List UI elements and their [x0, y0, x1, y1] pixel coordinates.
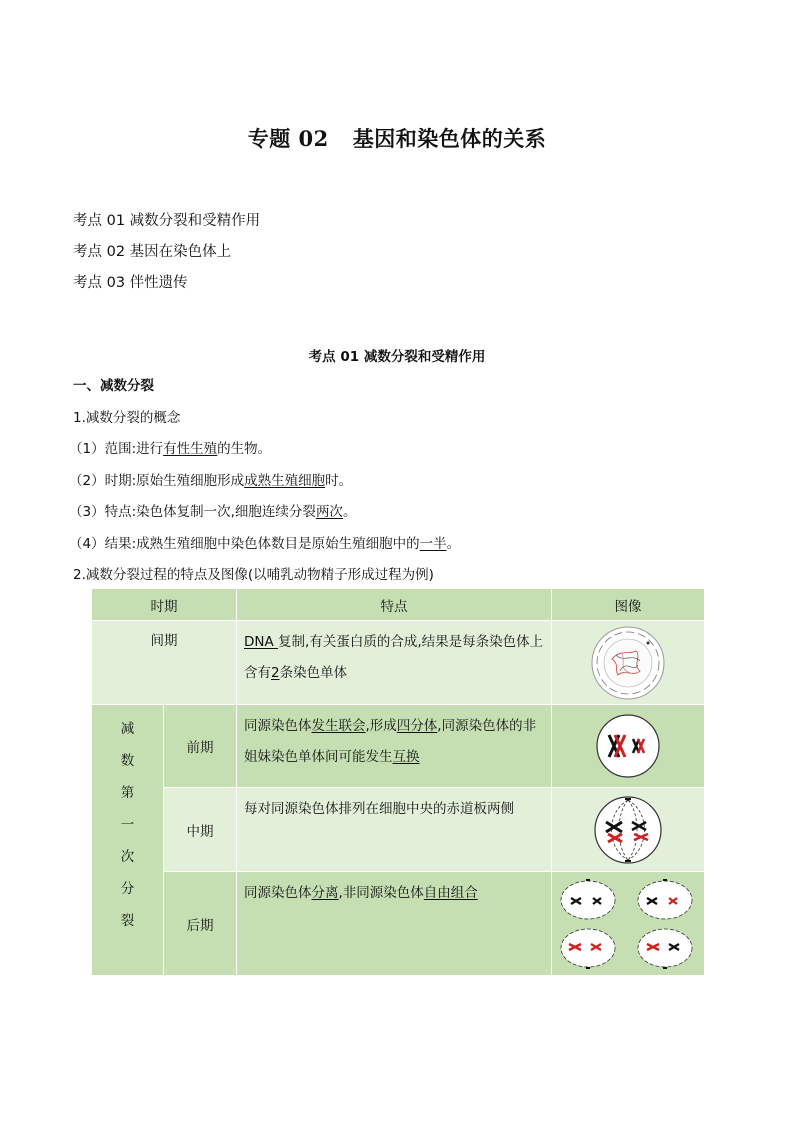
stage-metaphase: 中期 [164, 788, 237, 872]
feature-metaphase: 每对同源染色体排列在细胞中央的赤道板两侧 [237, 788, 552, 872]
stage-prophase: 前期 [164, 705, 237, 788]
feature-interphase: DNA 复制,有关蛋白质的合成,结果是每条染色体上含有2条染色单体 [237, 621, 552, 705]
prophase-cell-icon [595, 713, 661, 779]
image-interphase [552, 621, 705, 705]
header-period: 时期 [92, 589, 237, 621]
concept-title: 1.减数分裂的概念 [73, 409, 181, 426]
heading-meiosis: 一、减数分裂 [73, 378, 154, 394]
page-title: 专题 02 基因和染色体的关系 [247, 126, 547, 151]
process-title: 2.减数分裂过程的特点及图像(以哺乳动物精子形成过程为例) [73, 567, 434, 583]
toc-item[interactable]: 考点 01 减数分裂和受精作用 [73, 213, 261, 229]
concept-line-scope: （1）范围:进行有性生殖的生物。 [69, 441, 272, 457]
concept-line-feature: （3）特点:染色体复制一次,细胞连续分裂两次。 [69, 504, 357, 520]
body-text [69, 376, 461, 597]
header-image: 图像 [552, 589, 705, 621]
table-row [92, 705, 705, 788]
interphase-cell-icon [590, 625, 666, 701]
image-prophase [552, 705, 705, 788]
meiosis1-label: 减 数 第 一 次 分 裂 [92, 705, 164, 976]
meiosis-table [91, 588, 705, 976]
concept-line-period: （2）时期:原始生殖细胞形成成熟生殖细胞时。 [69, 472, 353, 489]
table-of-contents [73, 210, 260, 303]
table-row [92, 621, 705, 705]
table-row [92, 788, 705, 872]
toc-item[interactable]: 考点 02 基因在染色体上 [73, 244, 232, 260]
stage-anaphase: 后期 [164, 872, 237, 976]
toc-item[interactable]: 考点 03 伴性遗传 [73, 275, 188, 291]
table-row [92, 872, 705, 976]
image-anaphase [552, 872, 705, 976]
feature-anaphase: 同源染色体分离,非同源染色体自由组合 [237, 872, 552, 976]
anaphase-cells-icon [553, 874, 703, 974]
feature-prophase: 同源染色体发生联会,形成四分体,同源染色体的非姐妹染色单体间可能发生互换 [237, 705, 552, 788]
stage-interphase: 间期 [92, 621, 237, 705]
image-metaphase [552, 788, 705, 872]
concept-line-result: （4）结果:成熟生殖细胞中染色体数目是原始生殖细胞中的一半。 [69, 535, 461, 552]
section-heading: 考点 01 减数分裂和受精作用 [308, 349, 486, 365]
metaphase-cell-icon [592, 794, 664, 866]
table-header-row [92, 589, 705, 621]
header-feature: 特点 [237, 589, 552, 621]
